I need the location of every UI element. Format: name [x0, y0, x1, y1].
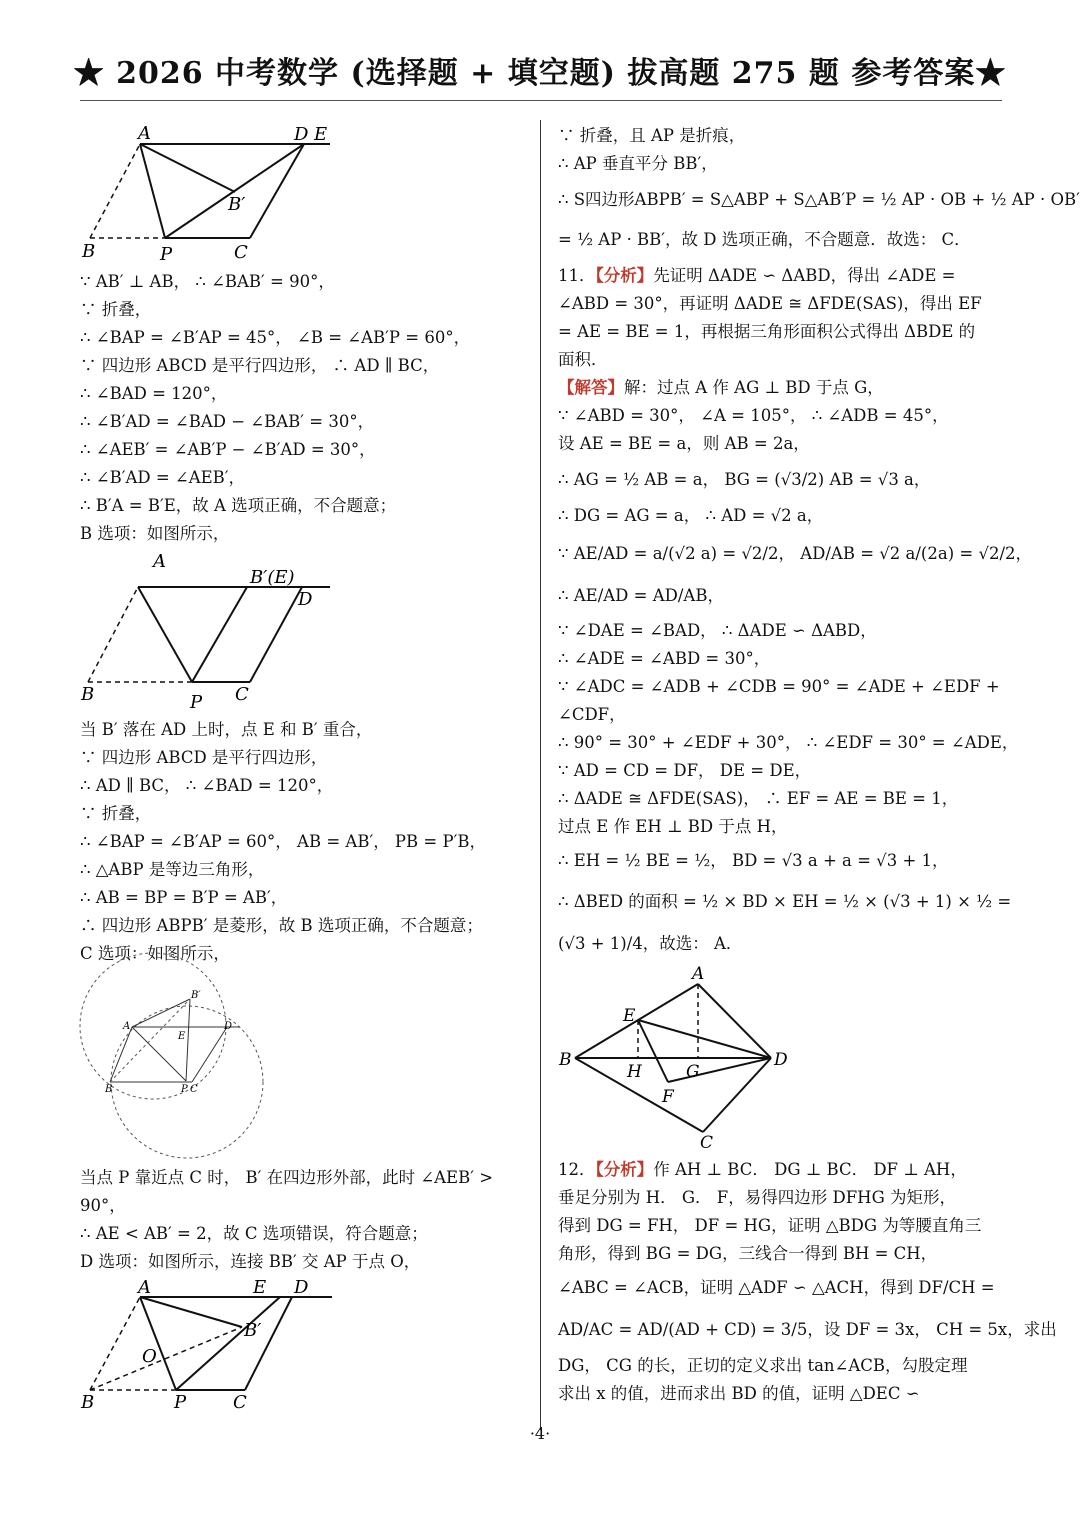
q11-solution-line [558, 374, 884, 402]
fig3-label-D: D [224, 1021, 233, 1032]
left-text-line: ∴ ∠BAP = ∠B′AP = 45°， ∠B = ∠AB′P = 60°， [80, 328, 471, 347]
q12-analysis-line: 角形，得到 BG = DG，三线合一得到 BH = CH， [558, 1244, 938, 1263]
q11-solution-line: ∴ AE/AD = AD/AB， [558, 586, 724, 605]
fig1-label-A: A [138, 123, 151, 144]
figure-5-kite [558, 962, 798, 1152]
left-text-line: C 选项：如图所示， [80, 944, 230, 963]
q12-analysis-line: DG， CG 的长，正切的定义求出 tan∠ACB，勾股定理 [558, 1356, 968, 1375]
fig5-label-E: E [623, 1006, 636, 1026]
left-text-line: ∴ ∠B′AD = ∠AEB′， [80, 468, 246, 487]
q12-analysis-line: 垂足分别为 H． G． F，易得四边形 DFHG 为矩形， [558, 1188, 956, 1207]
left-text-line: ∴ AE < AB′ = 2，故 C 选项错误，符合题意； [80, 1224, 428, 1243]
q12-analysis-line: ∠ABC = ∠ACB，证明 △ADF ∽ △ACH，得到 DF/CH = [558, 1278, 995, 1297]
figure-4-parallelogram-o [80, 1275, 350, 1415]
left-text-line: ∴ B′A = B′E，故 A 选项正确，不合题意； [80, 496, 397, 515]
left-text-line: ∴ ∠B′AD = ∠BAD − ∠BAB′ = 30°， [80, 412, 375, 431]
left-text-line: D 选项：如图所示，连接 BB′ 交 AP 于点 O， [80, 1252, 421, 1271]
fig2-label-A: A [153, 551, 166, 572]
fig2-label-D: D [298, 589, 313, 610]
q11-solution-line: 过点 E 作 EH ⊥ BD 于点 H， [558, 817, 788, 836]
right-text-line: ∴ AP 垂直平分 BB′， [558, 154, 718, 173]
fig3-label-B: B [105, 1084, 113, 1095]
right-text-line: ∵ 折叠，且 AP 是折痕， [558, 126, 746, 145]
q12-analysis-line [558, 1156, 967, 1184]
q11-solution-line: ∴ 90° = 30° + ∠EDF + 30°， ∴ ∠EDF = 30° = ∠ADE， [558, 733, 1019, 752]
q11-solution-line: ∴ ΔBED 的面积 = ½ × BD × EH = ½ × (√3 + 1) × ½ = [558, 892, 1012, 911]
q11-analysis-line: ∠ABD = 30°，再证明 ΔADE ≅ ΔFDE(SAS)，得出 EF [558, 294, 982, 313]
fig4-label-B: B [81, 1392, 95, 1413]
left-text-line: ∵ AB′ ⊥ AB， ∴ ∠BAB′ = 90°， [80, 272, 335, 291]
fig5-label-D: D [774, 1050, 788, 1070]
fig4-label-C: C [233, 1392, 247, 1413]
fig1-label-C: C [234, 242, 248, 263]
q12-analysis-line: 求出 x 的值，进而求出 BD 的值，证明 △DEC ∽ [558, 1384, 920, 1403]
q12-analysis-tag: 【分析】 [595, 1160, 654, 1179]
fig5-label-B: B [559, 1050, 572, 1070]
q11-solution-line: ∴ ∠ADE = ∠ABD = 30°， [558, 649, 771, 668]
left-text-line: ∴ ∠AEB′ = ∠AB′P − ∠B′AD = 30°， [80, 440, 376, 459]
fig4-label-O: O [142, 1346, 157, 1367]
left-text-line: 当 B′ 落在 AD 上时，点 E 和 B′ 重合， [80, 720, 373, 739]
figure-3-circles [80, 970, 270, 1158]
right-text-line: = ½ AP · BB′，故 D 选项正确，不合题意．故选： C． [558, 230, 971, 249]
q11-solution-line: ∵ ∠ABD = 30°， ∠A = 105°， ∴ ∠ADB = 45°， [558, 406, 949, 425]
fig3-label-B-prime: B′ [191, 990, 201, 1001]
figure-1-parallelogram [80, 120, 350, 265]
left-text-line: 当点 P 靠近点 C 时， B′ 在四边形外部，此时 ∠AEB′ > [80, 1168, 494, 1187]
q11-analysis-text: 先证明 ΔADE ∽ ΔABD，得出 ∠ADE = [653, 266, 956, 285]
fig3-label-A: A [123, 1021, 131, 1032]
left-text-line: ∴ AD ∥ BC， ∴ ∠BAD = 120°， [80, 776, 334, 795]
page-header-title: ★ 2026 中考数学 (选择题 + 填空题) 拔高题 275 题 参考答案★ [73, 56, 1007, 91]
fig3-label-P: P [181, 1084, 188, 1095]
header-divider [80, 100, 1002, 101]
left-text-line: ∵ 四边形 ABCD 是平行四边形， [80, 748, 328, 767]
left-text-line: ∵ 四边形 ABCD 是平行四边形， ∴ AD ∥ BC， [80, 356, 440, 375]
q11-solution-text: 解：过点 A 作 AG ⊥ BD 于点 G， [624, 378, 884, 397]
q12-number: 12． [558, 1160, 596, 1179]
left-text-line: ∴ AB = BP = B′P = AB′， [80, 888, 288, 907]
figure-2-rhombus [80, 550, 350, 712]
fig1-label-E: E [314, 124, 328, 145]
fig5-label-A: A [692, 964, 705, 984]
left-text-line: ∴ ∠BAP = ∠B′AP = 60°， AB = AB′， PB = P′B， [80, 832, 486, 851]
q12-analysis-line: AD/AC = AD/(AD + CD) = 3/5，设 DF = 3x， CH = 5x，求出 [558, 1320, 1057, 1339]
fig5-label-C: C [700, 1133, 714, 1153]
fig2-label-B-prime-E: B′(E) [250, 567, 295, 588]
fig1-label-B-prime: B′ [228, 194, 246, 215]
left-text-line: ∵ 折叠， [80, 300, 152, 319]
q11-solution-line: ∴ DG = AG = a， ∴ AD = √2 a， [558, 506, 824, 525]
column-divider [540, 120, 541, 1430]
q11-analysis-tag: 【分析】 [595, 266, 654, 285]
left-text-line: ∵ 折叠， [80, 804, 152, 823]
fig1-label-P: P [160, 244, 173, 265]
fig2-label-B: B [81, 684, 95, 705]
q11-analysis-line: = AE = BE = 1，再根据三角形面积公式得出 ΔBDE 的 [558, 322, 976, 341]
q11-solution-line: (√3 + 1)/4，故选： A． [558, 934, 743, 953]
fig4-label-B-prime: B′ [244, 1320, 262, 1341]
fig1-label-B: B [82, 241, 96, 262]
left-text-line: B 选项：如图所示， [80, 524, 230, 543]
left-text-line: ∴ 四边形 ABPB′ 是菱形，故 B 选项正确，不合题意； [80, 916, 483, 935]
q11-solution-tag: 【解答】 [558, 378, 624, 397]
q11-solution-line: ∵ ∠ADC = ∠ADB + ∠CDB = 90° = ∠ADE + ∠EDF + [558, 677, 1000, 696]
fig4-label-A: A [138, 1277, 151, 1298]
q11-solution-line: ∴ AG = ½ AB = a， BG = (√3/2) AB = √3 a， [558, 470, 931, 489]
q11-solution-line: 设 AE = BE = a，则 AB = 2a， [558, 434, 810, 453]
q11-solution-line: ∠CDF， [558, 705, 626, 724]
left-text-line: ∴ ∠BAD = 120°， [80, 384, 228, 403]
fig4-label-P: P [174, 1392, 187, 1413]
q11-solution-line: ∴ EH = ½ BE = ½， BD = √3 a + a = √3 + 1， [558, 851, 949, 870]
q11-analysis-line: 面积． [558, 350, 608, 369]
q11-solution-line: ∵ AD = CD = DF， DE = DE， [558, 761, 812, 780]
page-number: ·4· [529, 1424, 551, 1443]
fig5-label-H: H [627, 1062, 642, 1082]
q11-solution-line: ∴ ΔADE ≅ ΔFDE(SAS)， ∴ EF = AE = BE = 1， [558, 789, 959, 808]
fig3-label-E: E [178, 1031, 186, 1042]
q11-solution-line: ∵ AE/AD = a/(√2 a) = √2/2， AD/AB = √2 a/(2a) = √2/2， [558, 544, 1033, 563]
fig5-label-G: G [686, 1062, 700, 1082]
q12-analysis-text: 作 AH ⊥ BC． DG ⊥ BC． DF ⊥ AH， [653, 1160, 967, 1179]
q11-number: 11． [558, 266, 596, 285]
q11-solution-line: ∵ ∠DAE = ∠BAD， ∴ ΔADE ∽ ΔABD， [558, 621, 877, 640]
fig5-label-F: F [662, 1087, 674, 1107]
fig2-label-C: C [235, 684, 249, 705]
fig3-label-C: C [190, 1084, 198, 1095]
fig4-label-D: D [294, 1277, 309, 1298]
fig1-label-D: D [294, 124, 309, 145]
q12-analysis-line: 得到 DG = FH， DF = HG，证明 △BDG 为等腰直角三 [558, 1216, 982, 1235]
q11-analysis-line [558, 262, 955, 290]
fig2-label-P: P [190, 692, 203, 713]
left-text-line: 90°， [80, 1196, 126, 1215]
left-text-line: ∴ △ABP 是等边三角形， [80, 860, 265, 879]
fig4-label-E: E [253, 1277, 267, 1298]
right-text-line: ∴ S四边形ABPB′ = S△ABP + S△AB′P = ½ AP · OB + ½ AP · OB′ [558, 190, 1080, 209]
